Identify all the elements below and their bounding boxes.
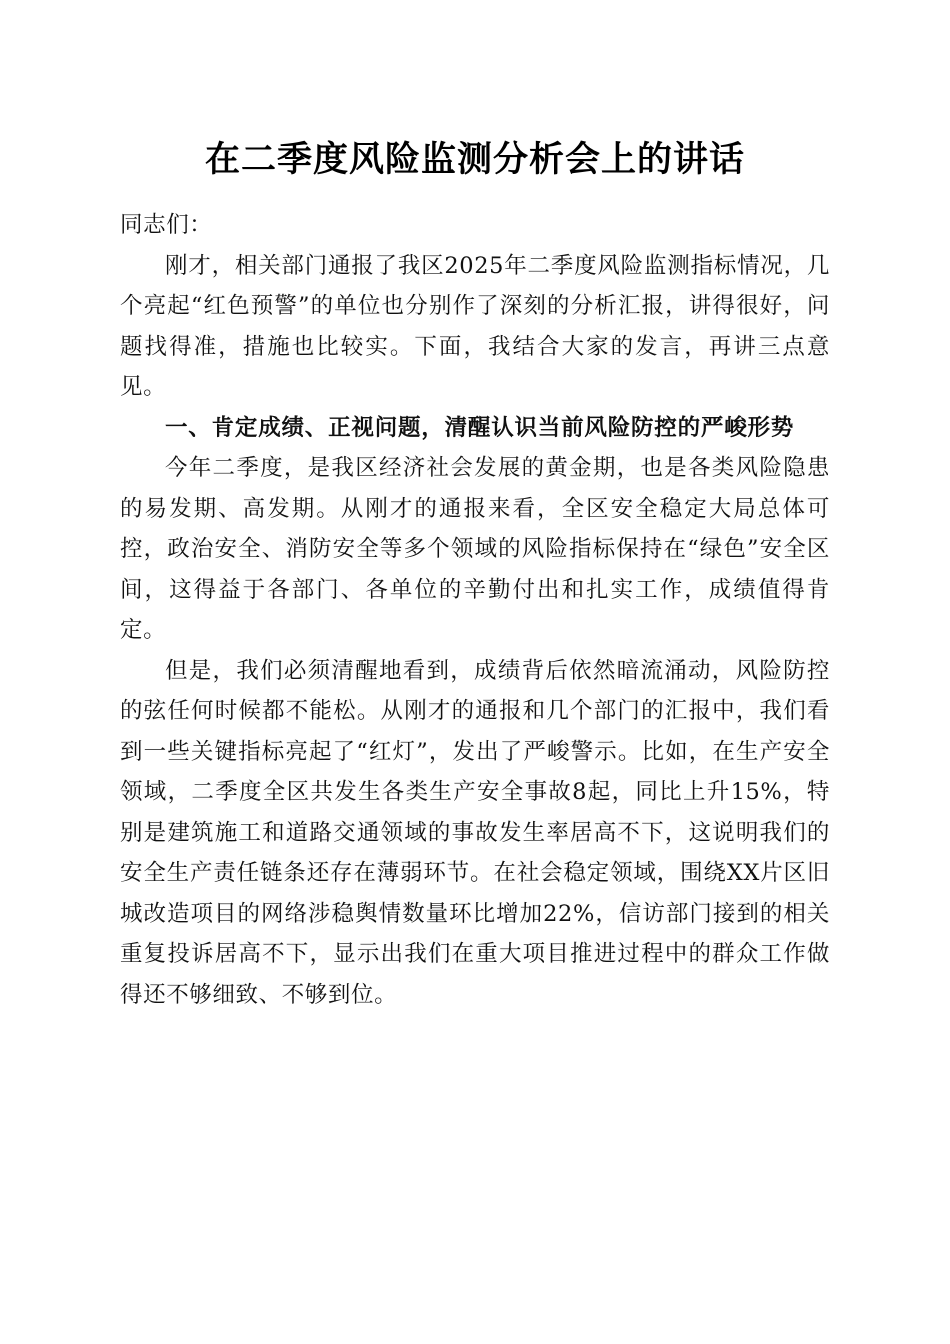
paragraph-achievements: 今年二季度，是我区经济社会发展的黄金期，也是各类风险隐患的易发期、高发期。从刚才的通报来看，全区安全稳定大局总体可控，政治安全、消防安全等多个领域的风险指标保持在“绿色”安全区间，这得益于各部门、各单位的辛勤付出和扎实工作，成绩值得肯定。 [120, 455, 830, 643]
salutation: 同志们： [120, 212, 213, 238]
section-heading-1: 一、肯定成绩、正视问题，清醒认识当前风险防控的严峻形势 [165, 414, 795, 441]
document-title: 在二季度风险监测分析会上的讲话 [204, 139, 745, 180]
document-body [120, 205, 830, 1015]
paragraph-problems: 但是，我们必须清醒地看到，成绩背后依然暗流涌动，风险防控的弦任何时候都不能松。从刚才的通报和几个部门的汇报中，我们看到一些关键指标亮起了“红灯”，发出了严峻警示。比如，在生产安全领域，二季度全区共发生各类生产安全事故8起，同比上升15%，特别是建筑施工和道路交通领域的事故发生率居高不下，这说明我们的安全生产责任链条还存在薄弱环节。在社会稳定领域，围绕XX片区旧城改造项目的网络涉稳舆情数量环比增加22%，信访部门接到的相关重复投诉居高不下，显示出我们在重大项目推进过程中的群众工作做得还不够细致、不够到位。 [120, 657, 830, 1008]
paragraph-intro: 刚才，相关部门通报了我区2025年二季度风险监测指标情况，几个亮起“红色预警”的单位也分别作了深刻的分析汇报，讲得很好，问题找得准，措施也比较实。下面，我结合大家的发言，再讲三点意见。 [120, 252, 830, 400]
